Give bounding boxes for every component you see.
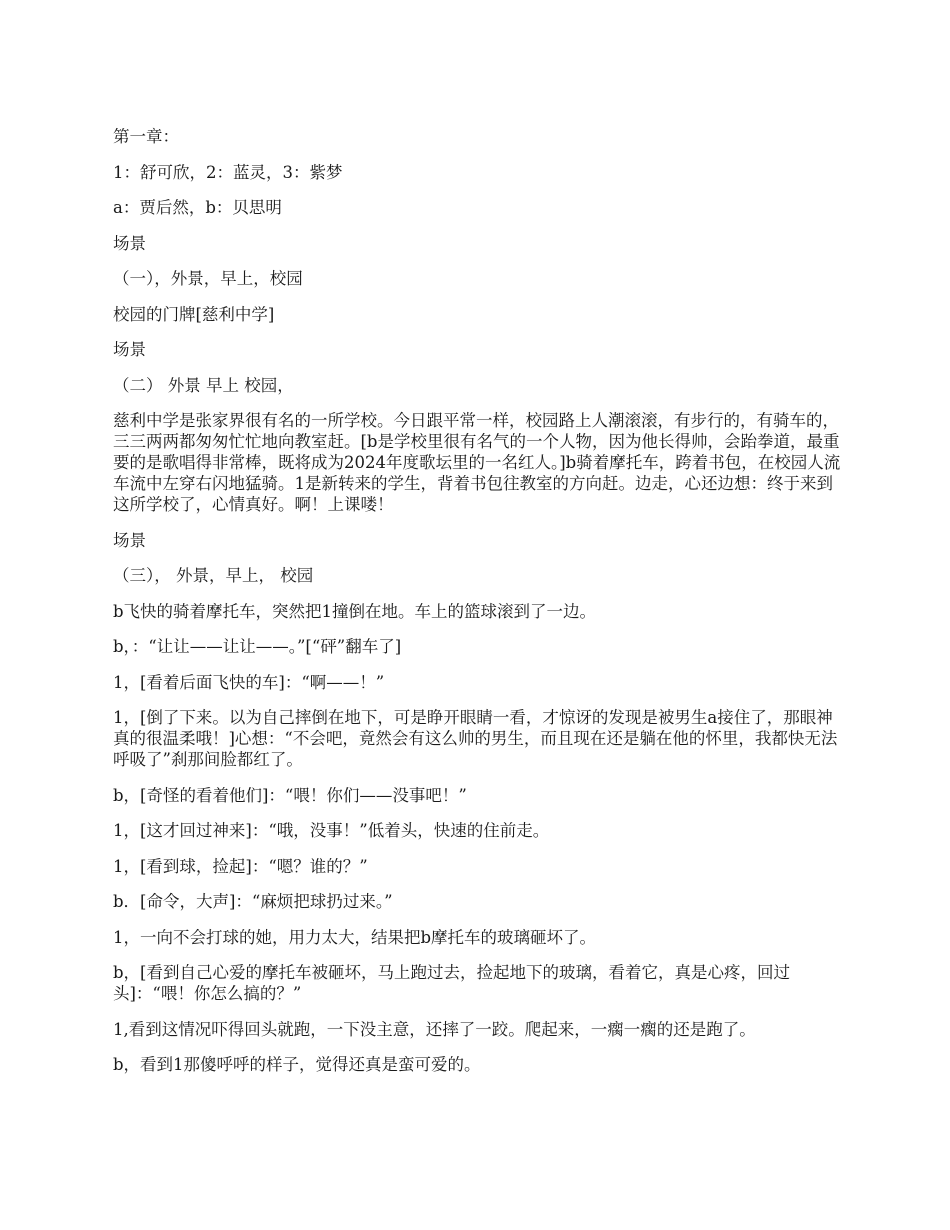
script-line: 1，一向不会打球的她，用力太大，结果把b摩托车的玻璃砸坏了。: [113, 927, 597, 947]
scene-1-text: 校园的门牌[慈利中学]: [113, 304, 275, 324]
script-line: b，看到1那傻呼呼的样子，觉得还真是蛮可爱的。: [113, 1055, 481, 1074]
script-line: b，[看到自己心爱的摩托车被砸坏，马上跑过去，捡起地下的玻璃，看着它，真是心疼，回过头]：“喂！你怎么搞的？”: [113, 963, 790, 1003]
scene-label: 场景: [113, 340, 146, 359]
script-line: b，[奇怪的看着他们]：“喂！你们——没事吧！”: [113, 785, 467, 805]
scene-label: 场景: [113, 233, 146, 253]
script-line: b．[命令，大声]：“麻烦把球扔过来。”: [113, 892, 393, 911]
script-line: 1，[这才回过神来]：“哦，没事！”低着头，快速的住前走。: [113, 821, 550, 840]
script-line: b，：“让让——让让——。”[“砰”翻车了]: [113, 637, 402, 656]
scene-1-heading: （一），外景，早上，校园: [113, 269, 303, 288]
character-list-male: a：贾后然，b：贝思明: [113, 198, 282, 217]
scene-2-heading: （二） 外景 早上 校园，: [113, 375, 294, 395]
script-line: 1,看到这情况吓得回头就跑，一下没主意，还摔了一跤。爬起来，一瘸一瘸的还是跑了。: [113, 1019, 756, 1039]
scene-2-text: 慈利中学是张家界很有名的一所学校。今日跟平常一样，校园路上人潮滚滚，有步行的，有骑车的，三三两两都匆匆忙忙地向教室赶。[b是学校里很有名气的一个人物，因为他长得帅，会跆拳道，最重要的是歌唱得非常棒，既将成为2024年度歌坛里的一名红人。]b骑着摩托车，跨着书包，在校园人流车流中左穿右闪地猛骑。1是新转来的学生，背着书包往教室的方向赶。边走，心还边想：终于来到这所学校了，心情真好。啊！上课喽！: [113, 411, 841, 514]
script-line: 1，[倒了下来。以为自己摔倒在地下，可是睁开眼睛一看，才惊讶的发现是被男生a接住了，那眼神真的很温柔哦！]心想：“不会吧，竟然会有这么帅的男生，而且现在还是躺在他的怀里，我都快无法呼吸了”刹那间脸都红了。: [113, 708, 838, 769]
script-line: b飞快的骑着摩托车，突然把1撞倒在地。车上的篮球滚到了一边。: [113, 601, 597, 621]
character-list-female: 1：舒可欣，2：蓝灵，3：紫梦: [113, 162, 343, 182]
scene-3-heading: （三）， 外景，早上， 校园: [113, 566, 314, 585]
document-page: [113, 126, 843, 1090]
script-line: 1，[看着后面飞快的车]：“啊——！”: [113, 672, 385, 692]
scene-label: 场景: [113, 530, 146, 550]
chapter-heading: 第一章：: [113, 127, 179, 146]
script-line: 1，[看到球，捡起]：“嗯？谁的？”: [113, 856, 368, 876]
